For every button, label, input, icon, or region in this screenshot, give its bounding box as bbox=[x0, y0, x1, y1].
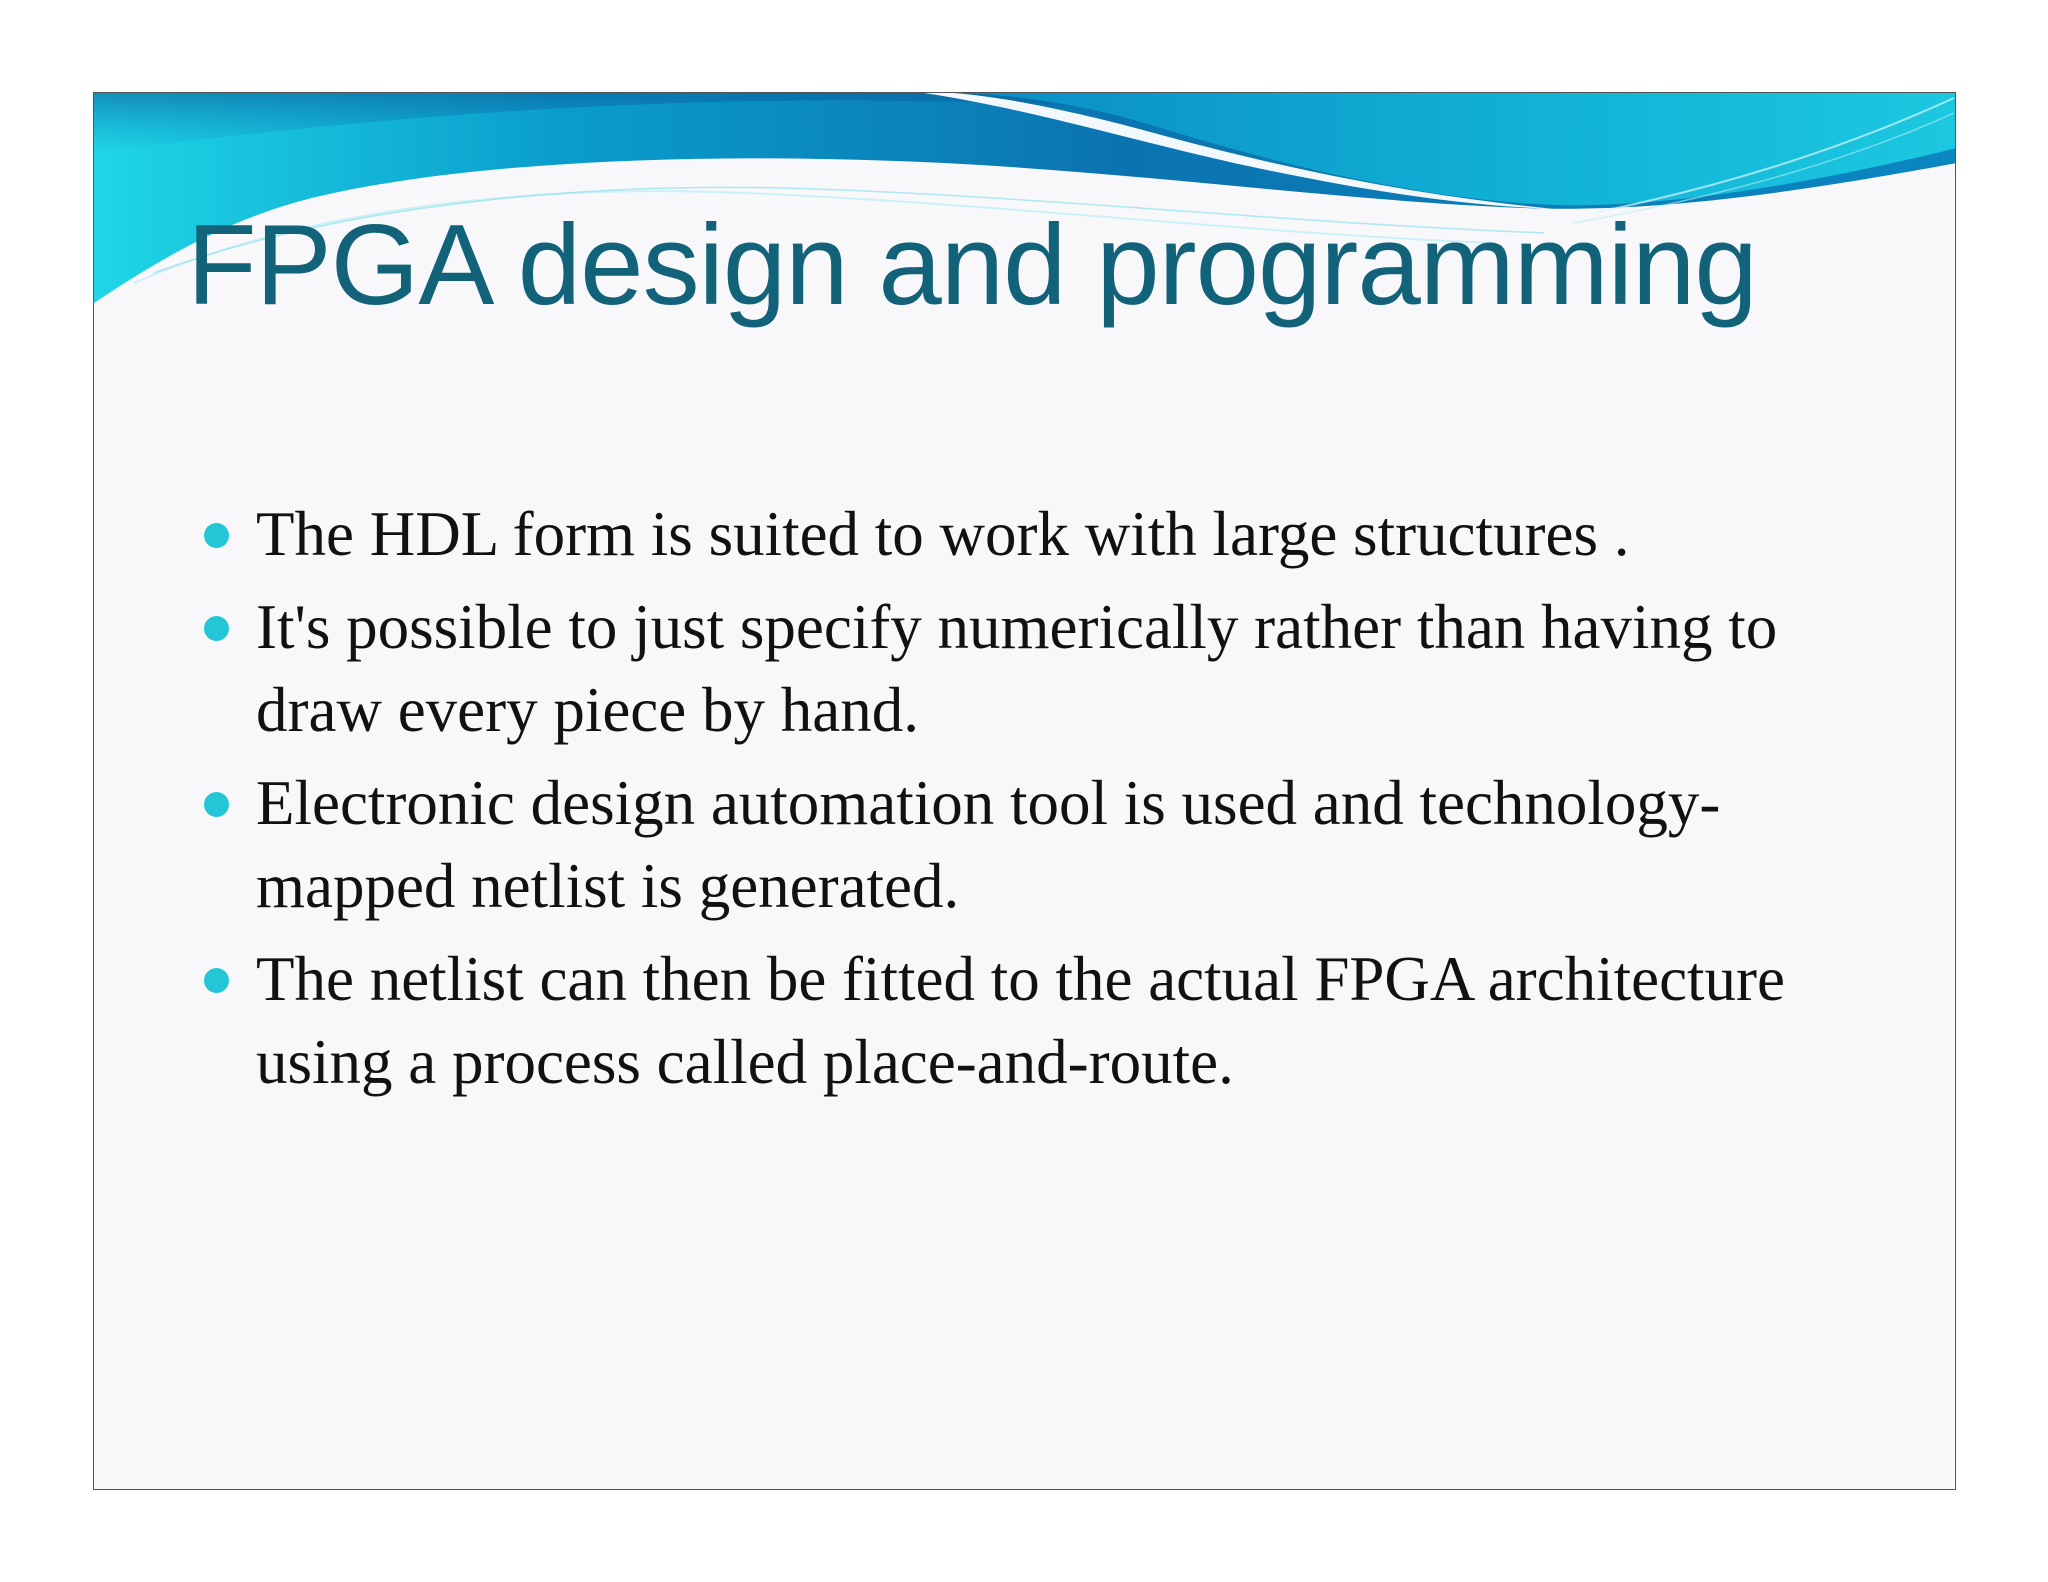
bullet-item bbox=[204, 938, 1904, 1104]
bullet-text: Electronic design automation tool is used and technology-mapped netlist is generated. bbox=[256, 768, 1721, 921]
bullet-item bbox=[204, 586, 1904, 752]
slide-title: FPGA design and programming bbox=[187, 202, 1757, 329]
bullet-item bbox=[204, 762, 1904, 928]
slide bbox=[93, 92, 1956, 1490]
bullet-dot-icon bbox=[204, 968, 229, 993]
bullet-text: The HDL form is suited to work with large structures . bbox=[256, 499, 1630, 569]
bullet-text: The netlist can then be fitted to the actual FPGA architecture using a process called place-and-route. bbox=[256, 944, 1785, 1097]
bullet-list bbox=[204, 493, 1904, 1114]
bullet-text: It's possible to just specify numerically rather than having to draw every piece by hand. bbox=[256, 592, 1778, 745]
bullet-item bbox=[204, 493, 1904, 576]
bullet-dot-icon bbox=[204, 616, 229, 641]
bullet-dot-icon bbox=[204, 523, 229, 548]
bullet-dot-icon bbox=[204, 792, 229, 817]
